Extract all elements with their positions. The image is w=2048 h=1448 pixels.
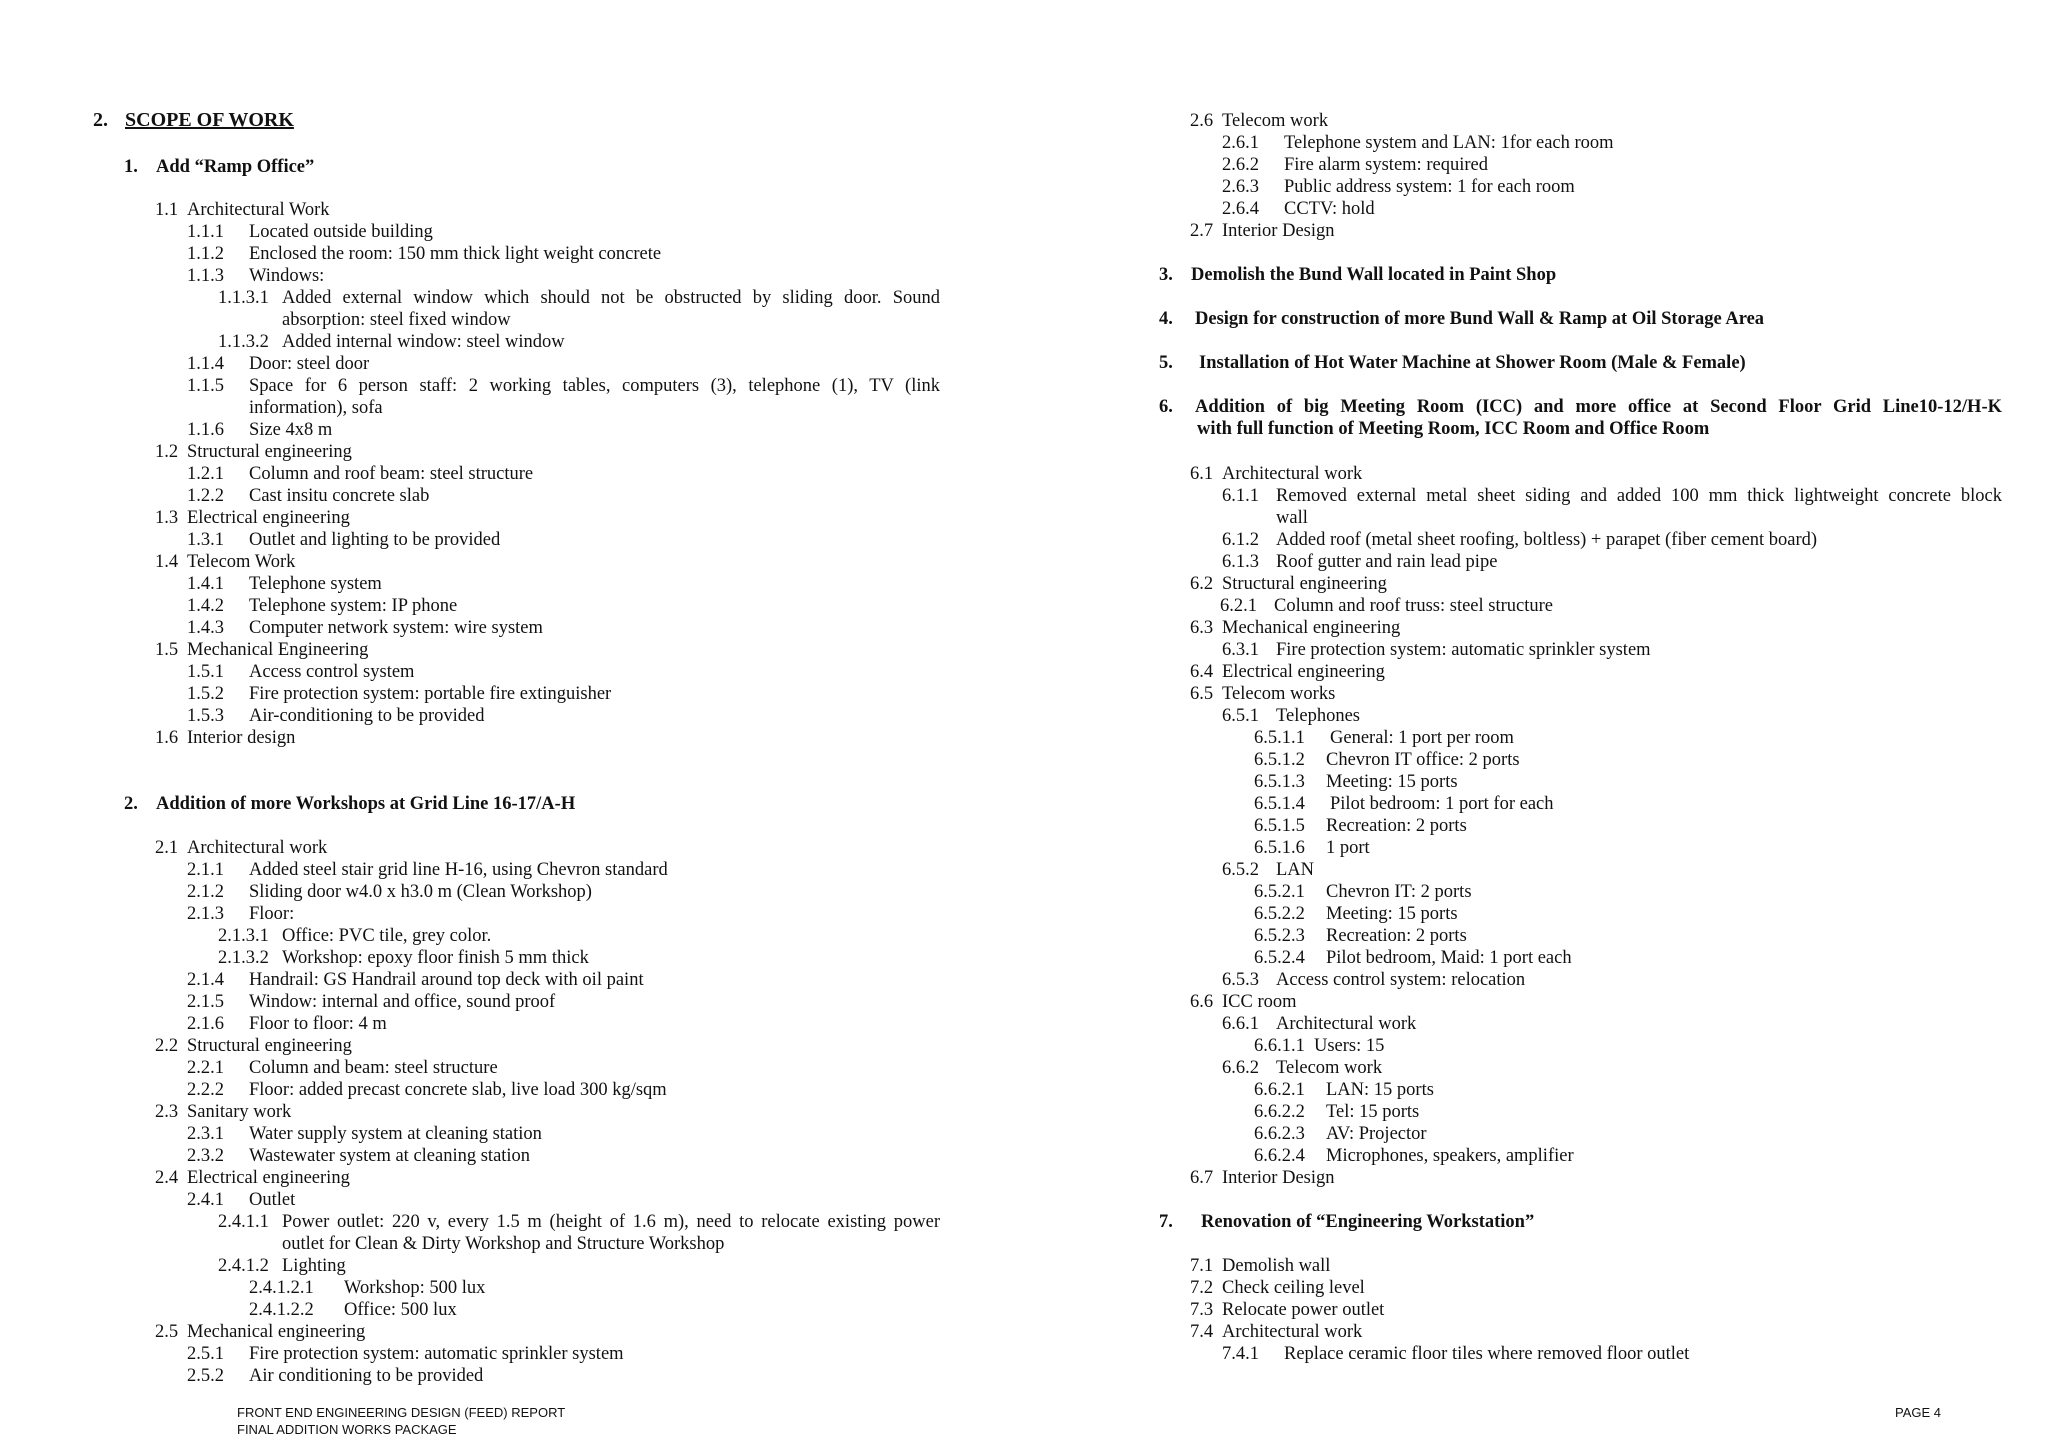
item-6-1: 6.1 Architectural work — [1190, 464, 1363, 484]
item-1-4: 1.4 Telecom Work — [155, 552, 296, 572]
item-6-5-2: 6.5.2 LAN — [1222, 860, 1315, 880]
item-2-3: 2.3 Sanitary work — [155, 1102, 292, 1122]
item-1-2-2: 1.2.2 Cast insitu concrete slab — [187, 486, 430, 506]
item-2-4-1-2: 2.4.1.2 Lighting — [218, 1256, 346, 1276]
item-1-3-1: 1.3.1 Outlet and lighting to be provided — [187, 530, 501, 550]
item-6-6-2-4: 6.6.2.4 Microphones, speakers, amplifier — [1254, 1146, 1574, 1166]
item-6-5-1-6: 6.5.1.6 1 port — [1254, 838, 1370, 858]
item-2-4-1: 2.4.1 Outlet — [187, 1190, 296, 1210]
item-1-1-4: 1.1.4 Door: steel door — [187, 354, 370, 374]
footer-line-2: FINAL ADDITION WORKS PACKAGE — [237, 1422, 457, 1437]
item-1-1-1: 1.1.1 Located outside building — [187, 222, 433, 242]
item-2-6: 2.6 Telecom work — [1190, 111, 1329, 131]
section-heading — [93, 109, 294, 131]
item-1-1-3-1-cont: absorption: steel fixed window — [282, 310, 511, 330]
item-2-5-1: 2.5.1 Fire protection system: automatic sprinkler system — [187, 1344, 624, 1364]
item-6-4: 6.4 Electrical engineering — [1190, 662, 1385, 682]
item-1-5: 1.5 Mechanical Engineering — [155, 640, 369, 660]
item-1-5-3: 1.5.3 Air-conditioning to be provided — [187, 706, 485, 726]
item-1-2: 1.2 Structural engineering — [155, 442, 352, 462]
footer-line-1: FRONT END ENGINEERING DESIGN (FEED) REPORT — [237, 1405, 566, 1420]
item-1-1-5: 1.1.5 Space for 6 person staff: 2 working tables, computers (3), telephone (1), TV (link — [187, 376, 940, 396]
item-6-7: 6.7 Interior Design — [1190, 1168, 1335, 1188]
item-2-3-2: 2.3.2 Wastewater system at cleaning station — [187, 1146, 531, 1166]
item-2-4-1-2-2: 2.4.1.2.2 Office: 500 lux — [249, 1300, 457, 1320]
item-6-5-2-2: 6.5.2.2 Meeting: 15 ports — [1254, 904, 1458, 924]
item-6-6-2-1: 6.6.2.1 LAN: 15 ports — [1254, 1080, 1434, 1100]
item-2-1-3: 2.1.3 Floor: — [187, 904, 295, 924]
item-2-1-1: 2.1.1 Added steel stair grid line H-16, using Chevron standard — [187, 860, 668, 880]
item-1-1-3: 1.1.3 Windows: — [187, 266, 325, 286]
item-2-1-2: 2.1.2 Sliding door w4.0 x h3.0 m (Clean Workshop) — [187, 882, 592, 902]
item-3: 3. Demolish the Bund Wall located in Paint Shop — [1159, 265, 1557, 285]
item-6-6-1-1: 6.6.1.1 Users: 15 — [1254, 1036, 1385, 1056]
item-2-1-4: 2.1.4 Handrail: GS Handrail around top deck with oil paint — [187, 970, 644, 990]
item-6-1-3: 6.1.3 Roof gutter and rain lead pipe — [1222, 552, 1498, 572]
item-2-4-1-2-1: 2.4.1.2.1 Workshop: 500 lux — [249, 1278, 486, 1298]
item-5: 5. Installation of Hot Water Machine at Shower Room (Male & Female) — [1159, 353, 1746, 373]
item-4: 4. Design for construction of more Bund Wall & Ramp at Oil Storage Area — [1159, 309, 1765, 329]
item-1-1-3-1: 1.1.3.1 Added external window which should not be obstructed by sliding door. Sound — [218, 288, 940, 308]
item-7-3: 7.3 Relocate power outlet — [1190, 1300, 1385, 1320]
item-6-5-3: 6.5.3 Access control system: relocation — [1222, 970, 1526, 990]
item-2-5: 2.5 Mechanical engineering — [155, 1322, 366, 1342]
item-6-5-1-2: 6.5.1.2 Chevron IT office: 2 ports — [1254, 750, 1520, 770]
item-6-5-2-3: 6.5.2.3 Recreation: 2 ports — [1254, 926, 1467, 946]
item-6-5-1-1: 6.5.1.1 General: 1 port per room — [1254, 728, 1514, 748]
item-2-2-2: 2.2.2 Floor: added precast concrete slab, live load 300 kg/sqm — [187, 1080, 667, 1100]
heading-title: SCOPE OF WORK — [125, 109, 294, 131]
item-1-1-5-cont: information), sofa — [249, 398, 383, 418]
item-1-4-2: 1.4.2 Telephone system: IP phone — [187, 596, 458, 616]
item-2-1: 2.1 Architectural work — [155, 838, 328, 858]
item-2-4-1-1: 2.4.1.1 Power outlet: 220 v, every 1.5 m (height of 1.6 m), need to relocate existing power — [218, 1212, 940, 1232]
item-6-6-2-2: 6.6.2.2 Tel: 15 ports — [1254, 1102, 1420, 1122]
item-2-3-1: 2.3.1 Water supply system at cleaning station — [187, 1124, 542, 1144]
item-6-1-1: 6.1.1 Removed external metal sheet siding and added 100 mm thick lightweight concrete block — [1222, 486, 2002, 506]
item-2-7: 2.7 Interior Design — [1190, 221, 1335, 241]
item-2-5-2: 2.5.2 Air conditioning to be provided — [187, 1366, 484, 1386]
item-2: 2. Addition of more Workshops at Grid Line 16-17/A-H — [124, 794, 576, 814]
item-6-2: 6.2 Structural engineering — [1190, 574, 1387, 594]
item-7-1: 7.1 Demolish wall — [1190, 1256, 1331, 1276]
item-2-4: 2.4 Electrical engineering — [155, 1168, 350, 1188]
item-1-3: 1.3 Electrical engineering — [155, 508, 350, 528]
item-1-6: 1.6 Interior design — [155, 728, 296, 748]
item-6-3-1: 6.3.1 Fire protection system: automatic sprinkler system — [1222, 640, 1651, 660]
right-column — [1024, 0, 2048, 1448]
item-6: 6. Addition of big Meeting Room (ICC) and more office at Second Floor Grid Line10-12/H-K — [1159, 397, 2002, 417]
item-6-5-1-3: 6.5.1.3 Meeting: 15 ports — [1254, 772, 1458, 792]
item-6-1-1-cont: wall — [1276, 508, 1308, 528]
item-2-4-1-1-cont: outlet for Clean & Dirty Workshop and Structure Workshop — [282, 1234, 725, 1254]
item-6-1-2: 6.1.2 Added roof (metal sheet roofing, boltless) + parapet (fiber cement board) — [1222, 530, 1818, 550]
item-1-1-3-2: 1.1.3.2 Added internal window: steel window — [218, 332, 565, 352]
item-6-5-1-4: 6.5.1.4 Pilot bedroom: 1 port for each — [1254, 794, 1554, 814]
left-column — [0, 0, 960, 1448]
item-1-5-1: 1.5.1 Access control system — [187, 662, 415, 682]
item-1-1-6: 1.1.6 Size 4x8 m — [187, 420, 333, 440]
item-1: 1. Add “Ramp Office” — [124, 157, 315, 177]
item-6-5-2-1: 6.5.2.1 Chevron IT: 2 ports — [1254, 882, 1472, 902]
item-2-1-3-2: 2.1.3.2 Workshop: epoxy floor finish 5 mm thick — [218, 948, 589, 968]
item-6-5-1-5: 6.5.1.5 Recreation: 2 ports — [1254, 816, 1467, 836]
page-number: PAGE 4 — [1895, 1405, 1942, 1420]
item-2-2-1: 2.2.1 Column and beam: steel structure — [187, 1058, 498, 1078]
item-2-2: 2.2 Structural engineering — [155, 1036, 352, 1056]
item-2-6-2: 2.6.2 Fire alarm system: required — [1222, 155, 1488, 175]
item-2-1-5: 2.1.5 Window: internal and office, sound proof — [187, 992, 556, 1012]
item-1-1-2: 1.1.2 Enclosed the room: 150 mm thick light weight concrete — [187, 244, 662, 264]
item-2-1-3-1: 2.1.3.1 Office: PVC tile, grey color. — [218, 926, 492, 946]
item-1-5-2: 1.5.2 Fire protection system: portable fire extinguisher — [187, 684, 612, 704]
item-7-2: 7.2 Check ceiling level — [1190, 1278, 1365, 1298]
item-7: 7. Renovation of “Engineering Workstation” — [1159, 1212, 1535, 1232]
item-1-2-1: 1.2.1 Column and roof beam: steel structure — [187, 464, 534, 484]
item-6-2-1: 6.2.1 Column and roof truss: steel structure — [1220, 596, 1553, 616]
item-6-6-2: 6.6.2 Telecom work — [1222, 1058, 1383, 1078]
item-6-cont: with full function of Meeting Room, ICC Room and Office Room — [1197, 419, 1710, 439]
item-6-6-1: 6.6.1 Architectural work — [1222, 1014, 1417, 1034]
item-2-6-4: 2.6.4 CCTV: hold — [1222, 199, 1375, 219]
item-1-4-3: 1.4.3 Computer network system: wire system — [187, 618, 543, 638]
item-6-5-2-4: 6.5.2.4 Pilot bedroom, Maid: 1 port each — [1254, 948, 1572, 968]
item-6-6: 6.6 ICC room — [1190, 992, 1297, 1012]
item-7-4-1: 7.4.1 Replace ceramic floor tiles where removed floor outlet — [1222, 1344, 1690, 1364]
item-1-1: 1.1 Architectural Work — [155, 200, 330, 220]
item-6-6-2-3: 6.6.2.3 AV: Projector — [1254, 1124, 1427, 1144]
item-2-6-1: 2.6.1 Telephone system and LAN: 1for each room — [1222, 133, 1614, 153]
item-7-4: 7.4 Architectural work — [1190, 1322, 1363, 1342]
footer-report-title — [237, 1404, 565, 1438]
item-6-3: 6.3 Mechanical engineering — [1190, 618, 1401, 638]
item-6-5: 6.5 Telecom works — [1190, 684, 1336, 704]
item-1-4-1: 1.4.1 Telephone system — [187, 574, 382, 594]
heading-number: 2. — [93, 109, 108, 131]
item-2-6-3: 2.6.3 Public address system: 1 for each room — [1222, 177, 1575, 197]
item-6-5-1: 6.5.1 Telephones — [1222, 706, 1360, 726]
item-2-1-6: 2.1.6 Floor to floor: 4 m — [187, 1014, 387, 1034]
